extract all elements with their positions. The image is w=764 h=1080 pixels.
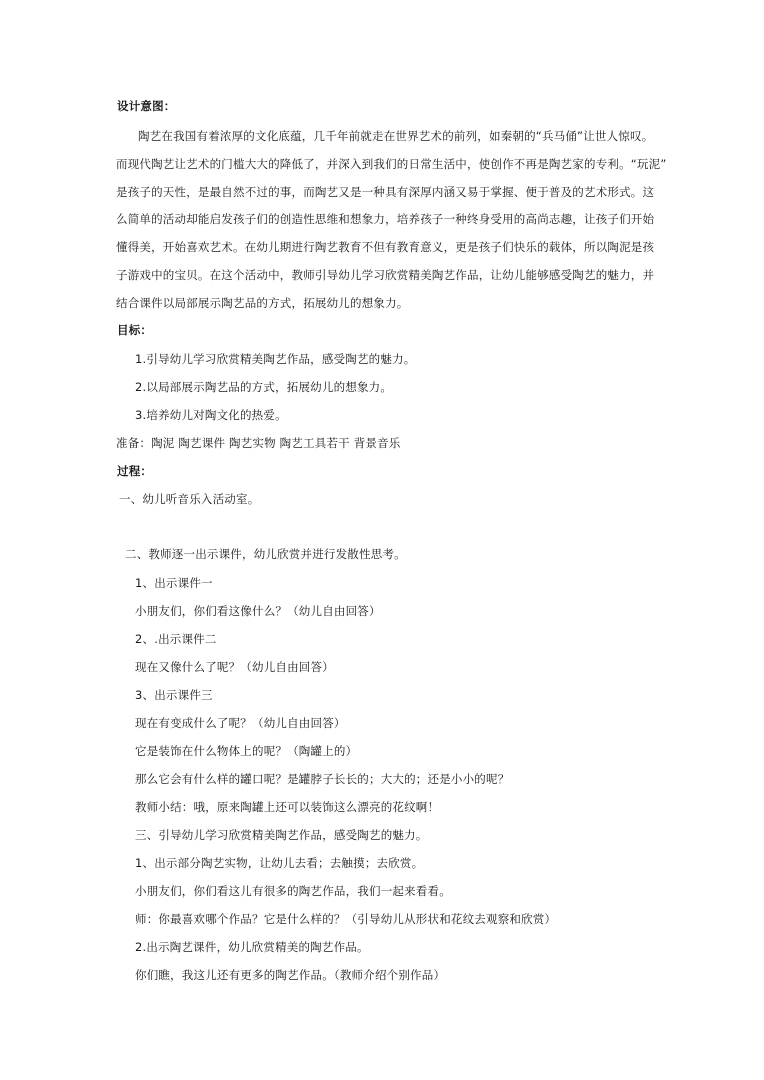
process-line: 现在有变成什么了呢？（幼儿自由回答） <box>135 716 346 730</box>
goals-heading: 目标： <box>117 323 153 337</box>
goal-item: 3.培养幼儿对陶文化的热爱。 <box>135 408 287 422</box>
process-line: 2、.出示课件二 <box>135 632 217 646</box>
process-line: 小朋友们，你们看这像什么？（幼儿自由回答） <box>135 604 381 618</box>
process-line: 一、幼儿听音乐入活动室。 <box>119 492 260 506</box>
design-paragraph-line: 陶艺在我国有着浓厚的文化底蕴，几千年前就走在世界艺术的前列，如秦朝的“兵马俑”让世人惊叹。 <box>138 129 654 143</box>
process-line: 二、教师逐一出示课件，幼儿欣赏并进行发散性思考。 <box>125 547 406 561</box>
design-heading: 设计意图： <box>117 99 176 113</box>
design-paragraph-line: 懂得美，开始喜欢艺术。在幼儿期进行陶艺教育不但有教育意义，更是孩子们快乐的载体，所以陶泥是孩 <box>116 240 655 254</box>
design-paragraph-line: 而现代陶艺让艺术的门槛大大的降低了，并深入到我们的日常生活中，使创作不再是陶艺家的专利。“玩泥” <box>116 157 667 171</box>
goal-item: 1.引导幼儿学习欣赏精美陶艺作品，感受陶艺的魅力。 <box>135 352 416 366</box>
process-line: 3、出示课件三 <box>135 688 213 702</box>
process-line: 那么它会有什么样的罐口呢？是罐脖子长长的；大大的；还是小小的呢？ <box>135 772 510 786</box>
goal-item: 2.以局部展示陶艺品的方式，拓展幼儿的想象力。 <box>135 380 393 394</box>
design-paragraph-line: 结合课件以局部展示陶艺品的方式，拓展幼儿的想象力。 <box>116 296 409 310</box>
preparation-line: 准备：陶泥 陶艺课件 陶艺实物 陶艺工具若干 背景音乐 <box>116 436 401 450</box>
process-line: 2.出示陶艺课件，幼儿欣赏精美的陶艺作品。 <box>135 940 369 954</box>
process-line: 它是装饰在什么物体上的呢？（陶罐上的） <box>135 744 358 758</box>
design-paragraph-line: 是孩子的天性，是最自然不过的事，而陶艺又是一种具有深厚内涵又易于掌握、便于普及的艺术形式。这 <box>116 185 655 199</box>
process-line: 教师小结：哦，原来陶罐上还可以装饰这么漂亮的花纹啊！ <box>135 800 440 814</box>
process-line: 你们瞧，我这儿还有更多的陶艺作品。（教师介绍个别作品） <box>135 968 446 982</box>
process-line: 小朋友们，你们看这儿有很多的陶艺作品，我们一起来看看。 <box>135 884 451 898</box>
process-line: 三、引导幼儿学习欣赏精美陶艺作品，感受陶艺的魅力。 <box>135 828 428 842</box>
design-paragraph-line: 子游戏中的宝贝。在这个活动中，教师引导幼儿学习欣赏精美陶艺作品，让幼儿能够感受陶艺的魅力，并 <box>116 268 655 282</box>
process-line: 现在又像什么了呢？（幼儿自由回答） <box>135 660 334 674</box>
design-paragraph-line: 么简单的活动却能启发孩子们的创造性思维和想象力，培养孩子一种终身受用的高尚志趣，让孩子们开始 <box>116 212 655 226</box>
process-heading: 过程： <box>117 464 153 478</box>
process-line: 1、出示课件一 <box>135 576 213 590</box>
process-line: 1、出示部分陶艺实物，让幼儿去看；去触摸；去欣赏。 <box>135 856 424 870</box>
process-line: 师：你最喜欢哪个作品？它是什么样的？（引导幼儿从形状和花纹去观察和欣赏） <box>135 912 557 926</box>
